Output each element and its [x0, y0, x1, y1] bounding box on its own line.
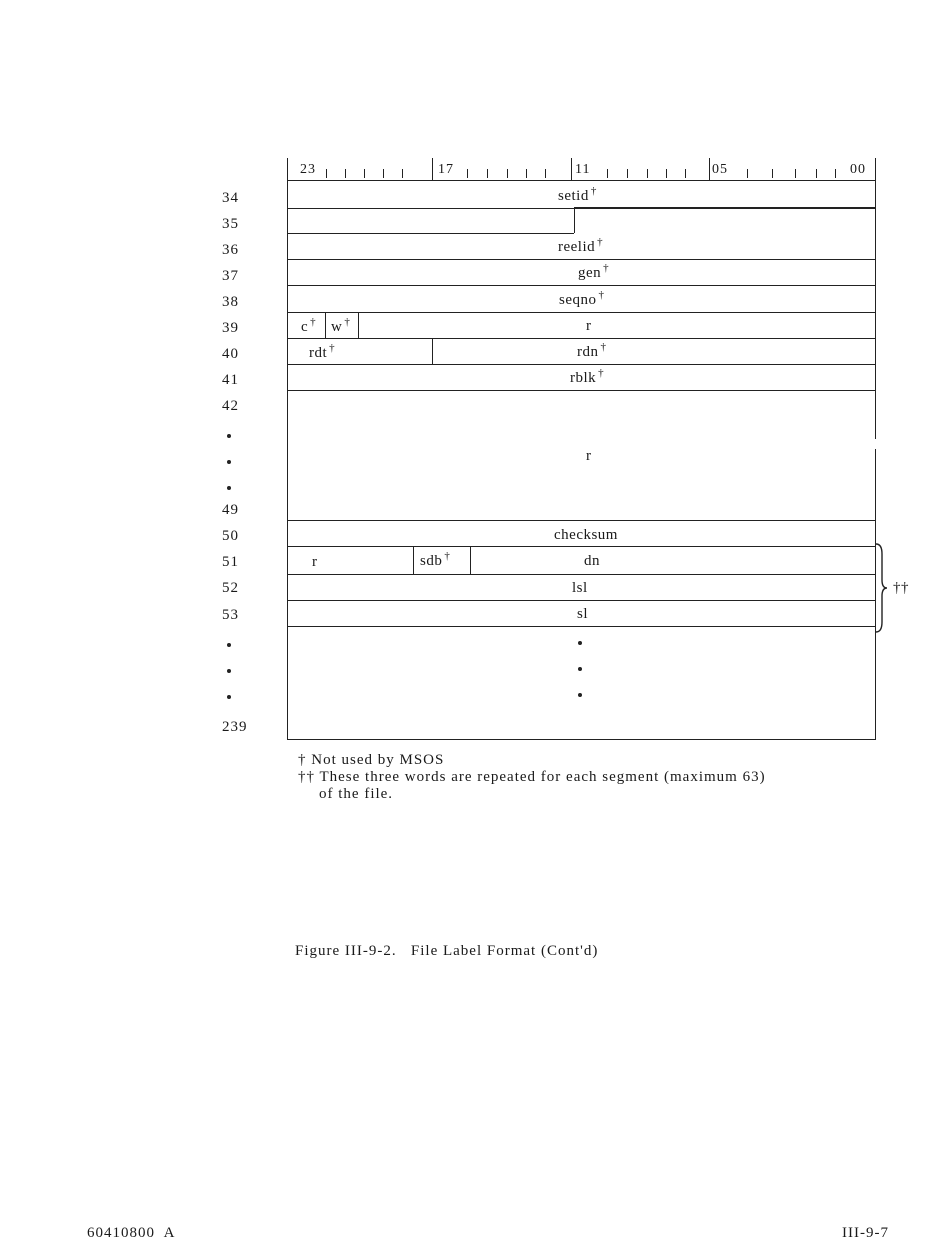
- word-number: 37: [222, 268, 239, 284]
- repeat-marker: ††: [893, 580, 909, 596]
- bit-tick: [795, 169, 796, 178]
- field-divider: [358, 312, 359, 338]
- bit-tick: [747, 169, 748, 178]
- bit-tick: [816, 169, 817, 178]
- grid-line: [287, 259, 876, 260]
- ellipsis-dot: [227, 486, 231, 490]
- field-dn: dn: [584, 553, 600, 569]
- bit-label-23: 23: [300, 162, 316, 177]
- header-divider: [571, 158, 572, 180]
- footnote-repeated-cont: of the file.: [319, 786, 394, 802]
- bit-tick: [467, 169, 468, 178]
- word-number: 49: [222, 502, 239, 518]
- ellipsis-dot: [227, 460, 231, 464]
- word-number: 35: [222, 216, 239, 232]
- ellipsis-dot: [227, 695, 231, 699]
- grid-line: [287, 233, 574, 234]
- field-rdt: rdt †: [309, 342, 336, 361]
- grid-line: [287, 626, 876, 627]
- field-divider: [413, 546, 414, 574]
- grid-line: [287, 739, 876, 740]
- grid-line: [287, 338, 876, 339]
- word-number: 41: [222, 372, 239, 388]
- header-divider: [875, 158, 876, 180]
- bit-tick: [364, 169, 365, 178]
- field-sdb: sdb †: [420, 550, 451, 569]
- bit-tick: [685, 169, 686, 178]
- figure-caption: Figure III-9-2. File Label Format (Cont'd): [295, 943, 599, 959]
- field-r-reserved-block: r: [586, 448, 592, 464]
- field-seqno: seqno †: [559, 289, 605, 308]
- word-number: 39: [222, 320, 239, 336]
- field-rdn: rdn †: [577, 341, 607, 360]
- field-reelid: reelid †: [558, 236, 604, 255]
- field-rblk: rblk †: [570, 367, 605, 386]
- word-number: 239: [222, 719, 248, 735]
- footer-doc-number: 60410800 A: [87, 1225, 176, 1241]
- ellipsis-dot: [227, 669, 231, 673]
- field-setid: setid †: [558, 185, 597, 204]
- grid-line: [287, 574, 876, 575]
- field-gen: gen †: [578, 262, 610, 281]
- bit-label-11: 11: [575, 162, 591, 177]
- ellipsis-dot: [578, 693, 582, 697]
- word-number: 53: [222, 607, 239, 623]
- ellipsis-dot: [578, 641, 582, 645]
- bit-label-05: 05: [712, 162, 728, 177]
- bit-tick: [326, 169, 327, 178]
- bit-tick: [526, 169, 527, 178]
- grid-line: [287, 285, 876, 286]
- field-c: c †: [301, 316, 317, 335]
- grid-line: [287, 520, 876, 521]
- grid-right-edge: [875, 180, 876, 439]
- footnote-repeated: †† These three words are repeated for each segment (maximum 63): [298, 769, 766, 785]
- field-divider: [432, 338, 433, 364]
- repeat-brace-icon: [874, 542, 890, 634]
- grid-line: [287, 208, 876, 209]
- ellipsis-dot: [227, 434, 231, 438]
- word-number: 50: [222, 528, 239, 544]
- bit-tick: [627, 169, 628, 178]
- footer-page-number: III-9-7: [842, 1225, 889, 1241]
- bit-tick: [666, 169, 667, 178]
- ellipsis-dot: [227, 643, 231, 647]
- bit-tick: [345, 169, 346, 178]
- grid-line: [287, 546, 876, 547]
- word35-step: [574, 207, 575, 233]
- grid-line: [574, 207, 876, 208]
- word-number: 40: [222, 346, 239, 362]
- field-r-segment: r: [312, 554, 318, 570]
- ellipsis-dot: [578, 667, 582, 671]
- bit-tick: [487, 169, 488, 178]
- header-divider: [709, 158, 710, 180]
- word-number: 38: [222, 294, 239, 310]
- bit-tick: [772, 169, 773, 178]
- field-checksum: checksum: [554, 527, 618, 543]
- footnote-not-used: † Not used by MSOS: [298, 752, 445, 768]
- bit-tick: [835, 169, 836, 178]
- word-number: 36: [222, 242, 239, 258]
- word-number: 42: [222, 398, 239, 414]
- header-divider: [432, 158, 433, 180]
- field-divider: [470, 546, 471, 574]
- word-number: 51: [222, 554, 239, 570]
- field-lsl: lsl: [572, 580, 588, 596]
- bit-tick: [383, 169, 384, 178]
- bit-label-00: 00: [850, 162, 866, 177]
- bit-tick: [402, 169, 403, 178]
- field-r-reserved: r: [586, 318, 592, 334]
- bit-tick: [647, 169, 648, 178]
- grid-line: [287, 312, 876, 313]
- word-number: 34: [222, 190, 239, 206]
- header-divider: [287, 158, 288, 180]
- bit-label-17: 17: [438, 162, 454, 177]
- grid-line: [287, 600, 876, 601]
- grid-line: [287, 364, 876, 365]
- bit-tick: [607, 169, 608, 178]
- grid-line: [287, 180, 876, 181]
- field-sl: sl: [577, 606, 589, 622]
- word-number: 52: [222, 580, 239, 596]
- grid-left-edge: [287, 180, 288, 740]
- field-w: w †: [331, 316, 351, 335]
- grid-line: [287, 390, 876, 391]
- bit-tick: [545, 169, 546, 178]
- bit-tick: [507, 169, 508, 178]
- field-divider: [325, 312, 326, 338]
